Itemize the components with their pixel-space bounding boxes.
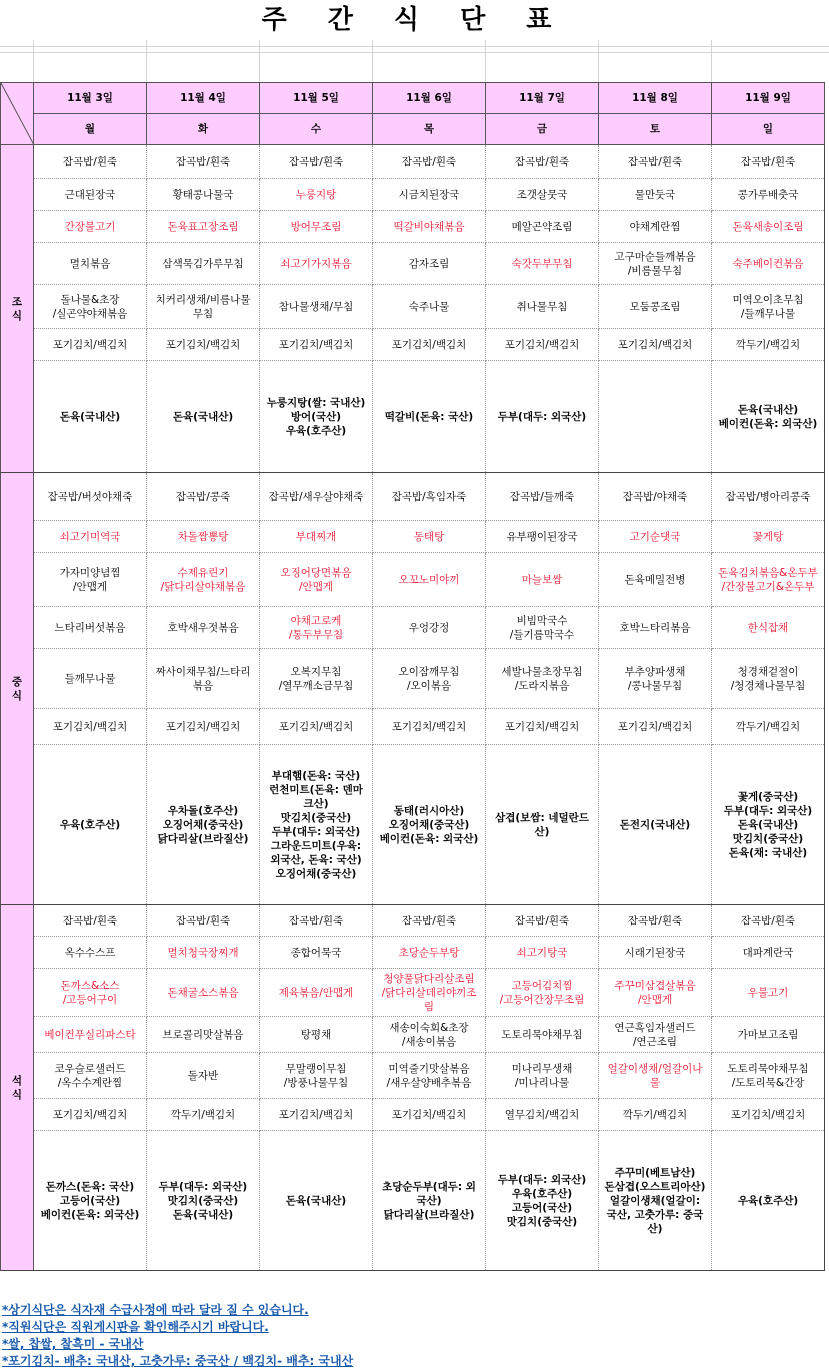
footnote[interactable]: *쌀, 찹쌀, 찰흑미 - 국내산 xyxy=(2,1337,144,1351)
origin-row xyxy=(1,745,825,905)
menu-item-cell: 모둠콩조림 xyxy=(599,285,712,329)
origin-cell: 돈육(국내산) xyxy=(34,361,147,473)
menu-item-cell: 숙주베이컨볶음 xyxy=(712,243,825,285)
menu-item-cell: 포기김치/백김치 xyxy=(147,329,260,361)
menu-item-cell: 고구마순들깨볶음 /비름물무침 xyxy=(599,243,712,285)
menu-row xyxy=(1,329,825,361)
menu-item-cell: 돈채굴소스볶음 xyxy=(147,969,260,1017)
menu-item-cell: 돈까스&소스 /고등어구이 xyxy=(34,969,147,1017)
menu-item-cell: 황태콩나물국 xyxy=(147,179,260,211)
menu-item-cell: 포기김치/백김치 xyxy=(373,1099,486,1131)
menu-item-cell: 깍두기/백김치 xyxy=(712,329,825,361)
menu-item-cell: 탕평채 xyxy=(260,1017,373,1053)
menu-item-cell: 포기김치/백김치 xyxy=(260,1099,373,1131)
menu-item-cell: 미역줄기맛살볶음 /새우살양배추볶음 xyxy=(373,1053,486,1099)
menu-item-cell: 근대된장국 xyxy=(34,179,147,211)
menu-item-cell: 포기김치/백김치 xyxy=(599,329,712,361)
weekday-header: 수 xyxy=(260,114,373,145)
menu-item-cell: 도토리묵야채무침 /도토리묵&간장 xyxy=(712,1053,825,1099)
menu-item-cell: 잡곡밥/흰죽 xyxy=(34,145,147,179)
meal-label: 조 식 xyxy=(1,145,34,473)
menu-item-cell: 미역오이초무침 /들깨무나물 xyxy=(712,285,825,329)
footnote[interactable]: *상기식단은 식자재 수급사정에 따라 달라 질 수 있습니다. xyxy=(2,1303,309,1317)
menu-item-cell: 세발나물초장무침 /도라지볶음 xyxy=(486,649,599,709)
menu-row xyxy=(1,1099,825,1131)
origin-cell: 주꾸미(베트남산) 돈삼겹(오스트리아산) 얼갈이생채(얼갈이: 국산, 고춧가루: 중국 산) xyxy=(599,1131,712,1271)
menu-item-cell: 한식잡채 xyxy=(712,607,825,649)
menu-item-cell: 무말랭이무침 /방풍나물무침 xyxy=(260,1053,373,1099)
menu-item-cell: 숙주나물 xyxy=(373,285,486,329)
menu-item-cell: 멸치청국장찌개 xyxy=(147,937,260,969)
menu-item-cell: 미나리무생채 /미나리나물 xyxy=(486,1053,599,1099)
footnote[interactable]: *포기김치- 배추: 국내산, 고춧가루: 중국산 / 백김치- 배추: 국내산 xyxy=(2,1354,354,1368)
menu-item-cell: 포기김치/백김치 xyxy=(486,329,599,361)
menu-item-cell: 열무김치/백김치 xyxy=(486,1099,599,1131)
date-header: 11월 8일 xyxy=(599,83,712,114)
menu-item-cell: 떡갈비야채볶음 xyxy=(373,211,486,243)
menu-item-cell: 종합어묵국 xyxy=(260,937,373,969)
footnote[interactable]: *직원식단은 직원게시판을 확인해주시기 바랍니다. xyxy=(2,1320,269,1334)
menu-item-cell: 고기순댓국 xyxy=(599,521,712,553)
origin-cell: 삼겹(보쌈: 네덜란드 산) xyxy=(486,745,599,905)
origin-cell: 돈육(국내산) xyxy=(147,361,260,473)
menu-item-cell: 꽃게탕 xyxy=(712,521,825,553)
menu-row xyxy=(1,211,825,243)
menu-item-cell: 베이컨푸실리파스타 xyxy=(34,1017,147,1053)
menu-item-cell: 잡곡밥/콩죽 xyxy=(147,473,260,521)
menu-item-cell: 잡곡밥/흰죽 xyxy=(486,905,599,937)
origin-cell: 돈전지(국내산) xyxy=(599,745,712,905)
menu-item-cell: 얼갈이생채/얼갈이나 물 xyxy=(599,1053,712,1099)
menu-item-cell: 멸치볶음 xyxy=(34,243,147,285)
menu-item-cell: 잡곡밥/흰죽 xyxy=(599,905,712,937)
origin-cell: 돈육(국내산) xyxy=(260,1131,373,1271)
menu-item-cell: 잡곡밥/흰죽 xyxy=(599,145,712,179)
empty-grid xyxy=(0,40,829,82)
weekly-menu-table xyxy=(0,82,825,1271)
menu-item-cell: 콩가루배춧국 xyxy=(712,179,825,211)
menu-item-cell: 우엉강정 xyxy=(373,607,486,649)
menu-item-cell: 잡곡밥/새우살야채죽 xyxy=(260,473,373,521)
menu-item-cell: 포기김치/백김치 xyxy=(712,1099,825,1131)
menu-item-cell: 돈육새송이조림 xyxy=(712,211,825,243)
menu-item-cell: 취나물무침 xyxy=(486,285,599,329)
date-header: 11월 3일 xyxy=(34,83,147,114)
menu-item-cell: 호박새우젓볶음 xyxy=(147,607,260,649)
menu-item-cell: 쇠고기미역국 xyxy=(34,521,147,553)
corner-cell xyxy=(1,83,34,145)
menu-item-cell: 쇠고기가지볶음 xyxy=(260,243,373,285)
weekday-header: 목 xyxy=(373,114,486,145)
menu-item-cell: 포기김치/백김치 xyxy=(486,709,599,745)
origin-cell: 돈까스(돈육: 국산) 고등어(국산) 베이컨(돈육: 외국산) xyxy=(34,1131,147,1271)
menu-item-cell: 가자미양념찜 /안맵게 xyxy=(34,553,147,607)
menu-item-cell: 포기김치/백김치 xyxy=(260,329,373,361)
menu-item-cell: 잡곡밥/흰죽 xyxy=(373,145,486,179)
menu-item-cell: 가마보고조림 xyxy=(712,1017,825,1053)
menu-item-cell: 주꾸미삼겹살볶음 /안맵게 xyxy=(599,969,712,1017)
origin-cell: 우육(호주산) xyxy=(34,745,147,905)
menu-item-cell: 부대찌개 xyxy=(260,521,373,553)
menu-item-cell: 잡곡밥/들깨죽 xyxy=(486,473,599,521)
origin-cell: 동태(러시아산) 오징어채(중국산) 베이컨(돈육: 외국산) xyxy=(373,745,486,905)
menu-item-cell: 옥수수스프 xyxy=(34,937,147,969)
menu-item-cell: 잡곡밥/흰죽 xyxy=(147,145,260,179)
menu-item-cell: 오복지무침 /열무깨소금무침 xyxy=(260,649,373,709)
menu-row xyxy=(1,649,825,709)
weekday-header: 화 xyxy=(147,114,260,145)
date-header: 11월 7일 xyxy=(486,83,599,114)
menu-item-cell: 잡곡밥/야채죽 xyxy=(599,473,712,521)
menu-row xyxy=(1,1017,825,1053)
menu-item-cell: 포기김치/백김치 xyxy=(373,709,486,745)
origin-cell: 꽃게(중국산) 두부(대두: 외국산) 돈육(국내산) 맛김치(중국산) 돈육(채: 국내산) xyxy=(712,745,825,905)
origin-cell: 두부(대두: 외국산) xyxy=(486,361,599,473)
menu-item-cell: 시금치된장국 xyxy=(373,179,486,211)
weekday-header: 토 xyxy=(599,114,712,145)
menu-item-cell: 숙갓두부무침 xyxy=(486,243,599,285)
date-header: 11월 4일 xyxy=(147,83,260,114)
menu-item-cell: 잡곡밥/흑임자죽 xyxy=(373,473,486,521)
menu-item-cell: 제육볶음/안맵게 xyxy=(260,969,373,1017)
menu-item-cell: 청경채겉절이 /청경채나물무침 xyxy=(712,649,825,709)
menu-item-cell: 메알곤약조림 xyxy=(486,211,599,243)
menu-item-cell: 잡곡밥/흰죽 xyxy=(260,145,373,179)
menu-item-cell: 부추양파생채 /콩나물무침 xyxy=(599,649,712,709)
menu-item-cell: 깍두기/백김치 xyxy=(712,709,825,745)
menu-item-cell: 깍두기/백김치 xyxy=(147,1099,260,1131)
menu-item-cell: 포기김치/백김치 xyxy=(147,709,260,745)
menu-item-cell: 잡곡밥/흰죽 xyxy=(486,145,599,179)
menu-item-cell: 우불고기 xyxy=(712,969,825,1017)
menu-item-cell: 마늘보쌈 xyxy=(486,553,599,607)
menu-item-cell: 잡곡밥/흰죽 xyxy=(147,905,260,937)
menu-item-cell: 방어무조림 xyxy=(260,211,373,243)
menu-item-cell: 수제유린기 /닭다리살야채볶음 xyxy=(147,553,260,607)
menu-row xyxy=(1,969,825,1017)
menu-row xyxy=(1,473,825,521)
menu-item-cell: 감자조림 xyxy=(373,243,486,285)
menu-item-cell: 연근흑임자샐러드 /연근조림 xyxy=(599,1017,712,1053)
origin-cell: 부대햄(돈육: 국산) 런천미트(돈육: 덴마 크산) 맛김치(중국산) 두부(대두: 외국산) 그라운드미트(우육: 외국산, 돈육: 국산) 오징어채(중국산) xyxy=(260,745,373,905)
menu-row xyxy=(1,937,825,969)
menu-item-cell: 잡곡밥/흰죽 xyxy=(34,905,147,937)
origin-cell: 누룽지탕(쌀: 국내산) 방어(국산) 우육(호주산) xyxy=(260,361,373,473)
menu-item-cell: 돌자반 xyxy=(147,1053,260,1099)
menu-item-cell: 참나물생채/무침 xyxy=(260,285,373,329)
origin-cell xyxy=(599,361,712,473)
menu-item-cell: 돈육김치볶음&온두부 /간장불고기&온두부 xyxy=(712,553,825,607)
menu-item-cell: 잡곡밥/흰죽 xyxy=(260,905,373,937)
weekday-header: 일 xyxy=(712,114,825,145)
origin-cell: 두부(대두: 외국산) 우육(호주산) 고등어(국산) 맛김치(중국산) xyxy=(486,1131,599,1271)
menu-item-cell: 잡곡밥/흰죽 xyxy=(373,905,486,937)
menu-item-cell: 쇠고기탕국 xyxy=(486,937,599,969)
menu-item-cell: 새송이숙회&초장 /새송이볶음 xyxy=(373,1017,486,1053)
menu-row xyxy=(1,243,825,285)
weekday-header: 월 xyxy=(34,114,147,145)
menu-row xyxy=(1,179,825,211)
meal-label: 석 식 xyxy=(1,905,34,1271)
footnotes xyxy=(2,1302,353,1370)
origin-cell: 두부(대두: 외국산) 맛김치(중국산) 돈육(국내산) xyxy=(147,1131,260,1271)
menu-item-cell: 잡곡밥/병아리콩죽 xyxy=(712,473,825,521)
menu-item-cell: 동태탕 xyxy=(373,521,486,553)
menu-item-cell: 포기김치/백김치 xyxy=(34,709,147,745)
menu-item-cell: 청양풀닭다리살조림 /닭다리살데리야끼조 림 xyxy=(373,969,486,1017)
menu-item-cell: 느타리버섯볶음 xyxy=(34,607,147,649)
menu-item-cell: 포기김치/백김치 xyxy=(34,329,147,361)
menu-item-cell: 잡곡밥/버섯야채죽 xyxy=(34,473,147,521)
menu-item-cell: 대파계란국 xyxy=(712,937,825,969)
menu-row xyxy=(1,521,825,553)
date-header: 11월 9일 xyxy=(712,83,825,114)
menu-row xyxy=(1,905,825,937)
menu-row xyxy=(1,607,825,649)
menu-item-cell: 도토리묵야채무침 xyxy=(486,1017,599,1053)
menu-item-cell: 포기김치/백김치 xyxy=(373,329,486,361)
menu-item-cell: 치커리생채/비름나물 무침 xyxy=(147,285,260,329)
diagonal-line xyxy=(1,83,34,145)
menu-item-cell: 초당순두부탕 xyxy=(373,937,486,969)
menu-item-cell: 포기김치/백김치 xyxy=(34,1099,147,1131)
menu-row xyxy=(1,145,825,179)
menu-item-cell: 물만둣국 xyxy=(599,179,712,211)
menu-item-cell: 들깨무나물 xyxy=(34,649,147,709)
origin-cell: 돈육(국내산) 베이컨(돈육: 외국산) xyxy=(712,361,825,473)
menu-item-cell: 고등어김치찜 /고등어간장무조림 xyxy=(486,969,599,1017)
menu-item-cell: 야채고로케 /통두부무침 xyxy=(260,607,373,649)
origin-cell: 초당순두부(대두: 외 국산) 닭다리살(브라질산) xyxy=(373,1131,486,1271)
menu-item-cell: 짜사이채무침/느타리 볶음 xyxy=(147,649,260,709)
menu-item-cell: 호박느타리볶음 xyxy=(599,607,712,649)
menu-item-cell: 돌나물&초장 /실곤약야채볶음 xyxy=(34,285,147,329)
menu-item-cell: 코우슬로샐러드 /옥수수계란찜 xyxy=(34,1053,147,1099)
menu-item-cell: 시래기된장국 xyxy=(599,937,712,969)
menu-item-cell: 브로콜리맛살볶음 xyxy=(147,1017,260,1053)
menu-item-cell: 삼색묵김가루무침 xyxy=(147,243,260,285)
origin-row xyxy=(1,1131,825,1271)
menu-item-cell: 조갯살뭇국 xyxy=(486,179,599,211)
page-title: 주 간 식 단 표 xyxy=(261,5,568,35)
menu-item-cell: 깍두기/백김치 xyxy=(599,1099,712,1131)
origin-cell: 떡갈비(돈육: 국산) xyxy=(373,361,486,473)
menu-item-cell: 돈육메밀전병 xyxy=(599,553,712,607)
menu-item-cell: 비빔막국수 /들기름막국수 xyxy=(486,607,599,649)
meal-label: 중 식 xyxy=(1,473,34,905)
menu-item-cell: 간장불고기 xyxy=(34,211,147,243)
menu-item-cell: 돈육표고장조림 xyxy=(147,211,260,243)
menu-item-cell: 오꼬노미야끼 xyxy=(373,553,486,607)
date-header: 11월 6일 xyxy=(373,83,486,114)
menu-row xyxy=(1,553,825,607)
menu-item-cell: 포기김치/백김치 xyxy=(599,709,712,745)
menu-item-cell: 잡곡밥/흰죽 xyxy=(712,905,825,937)
menu-row xyxy=(1,1053,825,1099)
origin-cell: 우차돌(호주산) 오징어채(중국산) 닭다리살(브라질산) xyxy=(147,745,260,905)
menu-row xyxy=(1,285,825,329)
menu-item-cell: 누룽지탕 xyxy=(260,179,373,211)
menu-item-cell: 잡곡밥/흰죽 xyxy=(712,145,825,179)
menu-item-cell: 오이잠깨무침 /오이볶음 xyxy=(373,649,486,709)
menu-row xyxy=(1,709,825,745)
menu-item-cell: 유부팽이된장국 xyxy=(486,521,599,553)
menu-item-cell: 포기김치/백김치 xyxy=(260,709,373,745)
origin-cell: 우육(호주산) xyxy=(712,1131,825,1271)
menu-item-cell: 차돌짬뽕탕 xyxy=(147,521,260,553)
menu-item-cell: 야채계란찜 xyxy=(599,211,712,243)
origin-row xyxy=(1,361,825,473)
menu-item-cell: 오징어당면볶음 /안맵게 xyxy=(260,553,373,607)
weekday-header: 금 xyxy=(486,114,599,145)
date-header: 11월 5일 xyxy=(260,83,373,114)
